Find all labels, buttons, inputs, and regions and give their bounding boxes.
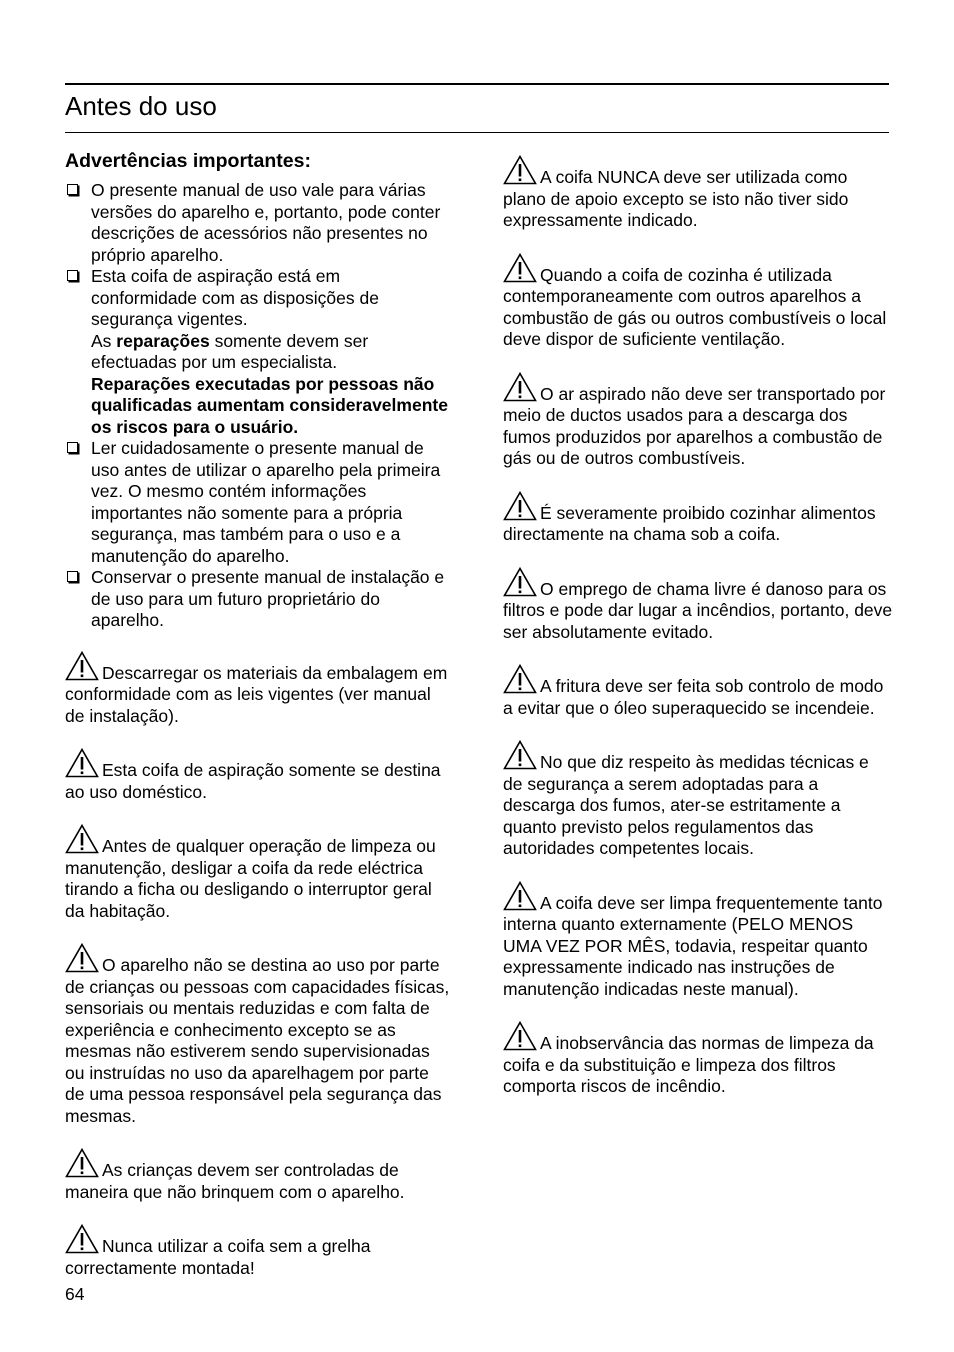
list-item (65, 266, 450, 438)
warning-triangle-icon (503, 491, 537, 521)
warning-text: A inobservância das normas de limpeza da coifa e da substituição e limpeza dos filtros comporta riscos de incêndio. (503, 1033, 874, 1096)
header-rule-bottom (65, 132, 889, 133)
bullet-text-prefix: As (91, 330, 117, 351)
warning-paragraph (65, 651, 450, 728)
warning-triangle-icon (65, 1148, 99, 1178)
bullet-text: Ler cuidadosamente o presente manual de uso antes de utilizar o aparelho pela primeira vez. O mesmo contém informações importantes não somente para a própria segurança, mas também para o uso e a manutenção do aparelho. (91, 438, 441, 566)
page-title: Antes do uso (65, 91, 217, 121)
warning-triangle-icon (503, 253, 537, 283)
warning-text: A fritura deve ser feita sob controlo de modo a evitar que o óleo superaquecido se incendeie. (503, 676, 884, 718)
bullet-text: O presente manual de uso vale para várias versões do aparelho e, portanto, pode conter descrições de acessórios não presentes no próprio aparelho. (91, 180, 441, 265)
warning-triangle-icon (503, 740, 537, 770)
checkbox-bullet-icon (67, 571, 78, 582)
warning-paragraph (503, 1021, 893, 1098)
warning-text: No que diz respeito às medidas técnicas e de segurança a serem adoptadas para a descarga dos fumos, ater-se estritamente a quanto previsto pelos regulamentos das autoridades competentes locais. (503, 752, 869, 858)
warning-paragraph (503, 740, 893, 860)
bullet-text: Esta coifa de aspiração está em conformidade com as disposições de segurança vigentes. (91, 266, 379, 329)
warning-paragraph (503, 253, 893, 351)
section-heading: Advertências importantes: (65, 150, 311, 172)
warning-paragraph (503, 881, 893, 1001)
warning-paragraph (65, 1148, 450, 1203)
warning-triangle-icon (65, 943, 99, 973)
right-column (503, 155, 893, 1119)
warning-text: Quando a coifa de cozinha é utilizada contemporaneamente com outros aparelhos a combustão de gás ou outros combustíveis o local deve dispor de suficiente ventilação. (503, 264, 887, 349)
bullet-bold-warning: Reparações executadas por pessoas não qualificadas aumentam consideravelmente os riscos para o usuário. (91, 373, 448, 437)
warning-text: O emprego de chama livre é danoso para os filtros e pode dar lugar a incêndios, portanto, deve ser absolutamente evitado. (503, 578, 893, 642)
warning-text: A coifa deve ser limpa frequentemente tanto interna quanto externamente (PELO MENOS UMA VEZ POR MÊS, todavia, respeitar quanto expressamente indicado nas instruções de manutenção indicadas neste manual). (503, 892, 883, 999)
warning-paragraph (503, 372, 893, 470)
left-column (65, 148, 450, 1300)
warning-triangle-icon (503, 664, 537, 694)
bullet-text-bold: reparações (116, 330, 210, 351)
checkbox-bullet-icon (67, 184, 78, 195)
bullet-text: Conservar o presente manual de instalação e de uso para um futuro proprietário do aparelho. (91, 567, 445, 630)
warning-text: As crianças devem ser controladas de maneira que não brinquem com o aparelho. (65, 1160, 405, 1202)
checkbox-bullet-icon (67, 270, 78, 281)
warning-text: Descarregar os materiais da embalagem em conformidade com as leis vigentes (ver manual de instalação). (65, 662, 448, 726)
warning-paragraph (503, 664, 893, 719)
warning-triangle-icon (503, 155, 537, 185)
warning-text: O aparelho não se destina ao uso por parte de crianças ou pessoas com capacidades físicas, sensoriais ou mentais reduzidas e com falta de experiência e conhecimento excepto se as mesmas não estiverem sendo supervisionadas ou instruídas no uso da aparelhagem por parte de uma pessoa responsável pela segurança das mesmas. (65, 955, 450, 1126)
bullet-text-suffix: somente devem ser efectuadas por um especialista. (91, 330, 369, 372)
list-item (65, 180, 450, 266)
warning-text: Antes de qualquer operação de limpeza ou manutenção, desligar a coifa da rede eléctrica tirando a ficha ou desligando o interruptor geral da habitação. (65, 836, 436, 921)
warning-text: Nunca utilizar a coifa sem a grelha correctamente montada! (65, 1236, 371, 1278)
header-rule-top (65, 83, 889, 85)
warning-text: É severamente proibido cozinhar alimentos directamente na chama sob a coifa. (503, 502, 876, 544)
warning-paragraph (65, 748, 450, 803)
warning-triangle-icon (65, 748, 99, 778)
page-number: 64 (65, 1284, 85, 1304)
list-item (65, 438, 450, 567)
checkbox-bullet-icon (67, 442, 78, 453)
warning-triangle-icon (65, 824, 99, 854)
bullet-list (65, 180, 450, 632)
warning-text: A coifa NUNCA deve ser utilizada como plano de apoio excepto se isto não tiver sido expressamente indicado. (503, 167, 849, 230)
warning-paragraph (503, 567, 893, 644)
list-item (65, 567, 450, 632)
warning-paragraph (65, 1224, 450, 1279)
warning-triangle-icon (65, 1224, 99, 1254)
warning-text: Esta coifa de aspiração somente se destina ao uso doméstico. (65, 760, 441, 802)
warning-triangle-icon (65, 651, 99, 681)
warning-paragraph (503, 491, 893, 546)
warning-paragraph (65, 943, 450, 1127)
warning-paragraph (503, 155, 893, 232)
warning-triangle-icon (503, 881, 537, 911)
warning-triangle-icon (503, 372, 537, 402)
warning-triangle-icon (503, 567, 537, 597)
warning-paragraph (65, 824, 450, 922)
warning-text: O ar aspirado não deve ser transportado por meio de ductos usados para a descarga dos fumos produzidos por aparelhos a combustão de gás ou de outros combustíveis. (503, 383, 886, 468)
warning-triangle-icon (503, 1021, 537, 1051)
